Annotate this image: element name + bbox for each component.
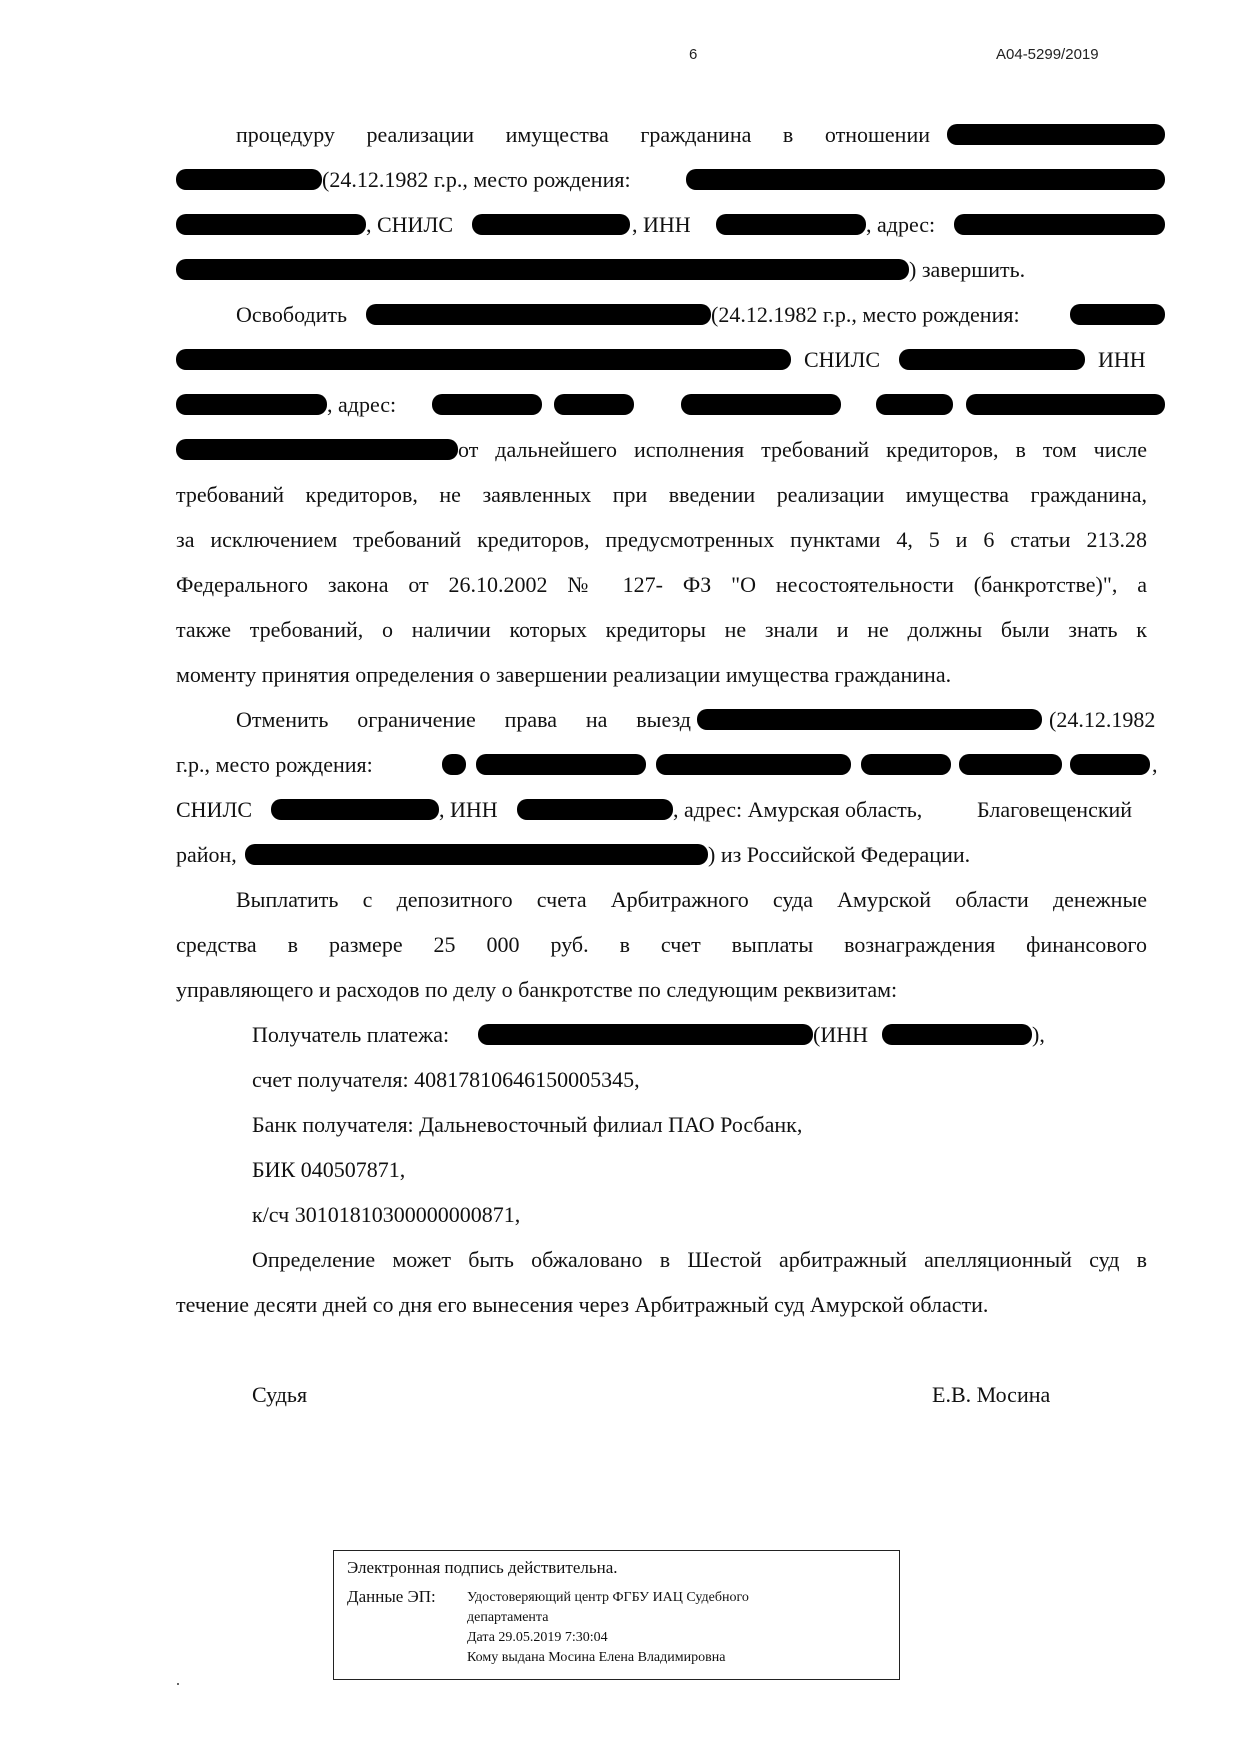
p3-line1-text: Отменить ограничение права на выезд [236, 707, 691, 732]
redaction-bar [442, 754, 466, 775]
esign-issuer: Удостоверяющий центр ФГБУ ИАЦ Судебного [467, 1590, 749, 1605]
p1-line1 [176, 118, 1147, 152]
p3-line3-snils: СНИЛС [176, 797, 253, 822]
p4-line2: средства в размере 25 000 руб. в счет выплаты вознаграждения финансового [176, 932, 1147, 957]
p2-line3 [176, 388, 1147, 422]
esign-issuer-cont: департамента [467, 1610, 549, 1625]
p3-line2-end: , [1152, 752, 1158, 777]
p2-line6: за исключением требований кредиторов, предусмотренных пунктами 4, 5 и 6 статьи 213.28 [176, 527, 1147, 552]
redaction-bar [954, 214, 1165, 235]
esign-label: Данные ЭП: [347, 1587, 436, 1606]
p2-line2-inn: ИНН [1098, 347, 1146, 372]
redaction-bar [1070, 304, 1165, 325]
redaction-bar [176, 214, 366, 235]
redaction-bar [176, 349, 791, 370]
redaction-bar [861, 754, 951, 775]
p1-line1-text: процедуру реализации имущества гражданина в отношении [236, 122, 930, 147]
redaction-bar [1070, 754, 1150, 775]
p1-line3-address: , адрес: [866, 212, 936, 237]
redaction-bar [656, 754, 851, 775]
redaction-bar [697, 709, 1042, 730]
p1-line2 [176, 163, 1147, 197]
p3-line3 [176, 793, 1147, 827]
payment-account: счет получателя: 40817810646150005345, [252, 1067, 640, 1092]
appeal-line1: Определение может быть обжаловано в Шестой арбитражный апелляционный суд в [252, 1247, 1147, 1272]
p2-line3-address: , адрес: [327, 392, 397, 417]
page-number: 6 [689, 46, 698, 63]
case-number: А04-5299/2019 [996, 46, 1099, 63]
redaction-bar [882, 1024, 1032, 1045]
p1-line3 [176, 208, 1147, 242]
p2-line1-text: (24.12.1982 г.р., место рождения: [711, 302, 1020, 327]
p1-line2-text: (24.12.1982 г.р., место рождения: [322, 167, 631, 192]
p2-line1-start: Освободить [236, 302, 348, 327]
redaction-bar [245, 844, 708, 865]
p2-line2 [176, 343, 1147, 377]
stray-dot [177, 1683, 179, 1685]
p2-line1 [176, 298, 1147, 332]
p4-line1: Выплатить с депозитного счета Арбитражного суда Амурской области денежные [236, 887, 1147, 912]
p3-line1-end: (24.12.1982 [1049, 707, 1156, 732]
payment-inn-label: (ИНН [813, 1022, 868, 1047]
payment-bik: БИК 040507871, [252, 1157, 406, 1182]
redaction-bar [176, 169, 322, 190]
esign-valid: Электронная подпись действительна. [347, 1558, 618, 1577]
p2-line9: моменту принятия определения о завершении реализации имущества гражданина. [176, 662, 952, 687]
redaction-bar [472, 214, 630, 235]
p1-line3-inn: , ИНН [632, 212, 691, 237]
payment-recipient-line [176, 1018, 1147, 1052]
redaction-bar [876, 394, 953, 415]
esign-owner: Кому выдана Мосина Елена Владимировна [467, 1650, 726, 1665]
p3-line1 [176, 703, 1156, 737]
p1-line4 [176, 253, 1147, 287]
redaction-bar [681, 394, 841, 415]
redaction-bar [947, 124, 1165, 145]
appeal-line2: течение десяти дней со дня его вынесения через Арбитражный суд Амурской области. [176, 1292, 989, 1317]
judge-name: Е.В. Мосина [932, 1382, 1051, 1407]
redaction-bar [554, 394, 634, 415]
p1-line3-snils: , СНИЛС [366, 212, 454, 237]
judge-role: Судья [252, 1382, 308, 1407]
redaction-bar [686, 169, 1165, 190]
redaction-bar [432, 394, 542, 415]
redaction-bar [716, 214, 866, 235]
p2-line4 [176, 433, 1147, 467]
redaction-bar [176, 259, 909, 280]
p1-line4-text: ) завершить. [909, 257, 1026, 282]
payment-bank: Банк получателя: Дальневосточный филиал ПАО Росбанк, [252, 1112, 803, 1137]
redaction-bar [959, 754, 1062, 775]
p3-line3-end: Благовещенский [977, 797, 1133, 822]
payment-corr-account: к/сч 30101810300000000871, [252, 1202, 521, 1227]
p2-line2-snils: СНИЛС [804, 347, 881, 372]
payment-inn-close: ), [1032, 1022, 1045, 1047]
p4-line3: управляющего и расходов по делу о банкротстве по следующим реквизитам: [176, 977, 898, 1002]
redaction-bar [476, 754, 646, 775]
redaction-bar [366, 304, 711, 325]
p3-line4-end: ) из Российской Федерации. [708, 842, 971, 867]
esign-box [333, 1550, 900, 1680]
p3-line4 [176, 838, 1147, 872]
redaction-bar [176, 439, 458, 460]
payment-recipient-label: Получатель платежа: [252, 1022, 450, 1047]
redaction-bar [899, 349, 1085, 370]
redaction-bar [176, 394, 327, 415]
p2-line8: также требований, о наличии которых кредиторы не знали и не должны были знать к [176, 617, 1147, 642]
redaction-bar [517, 799, 673, 820]
redaction-bar [478, 1024, 813, 1045]
p3-line2-text: г.р., место рождения: [176, 752, 373, 777]
redaction-bar [271, 799, 439, 820]
p3-line3-inn: , ИНН [439, 797, 498, 822]
redaction-bar [966, 394, 1165, 415]
p2-line4-text: от дальнейшего исполнения требований кредиторов, в том числе [458, 437, 1147, 462]
p3-line4-start: район, [176, 842, 237, 867]
p3-line3-address: , адрес: Амурская область, [673, 797, 923, 822]
esign-date: Дата 29.05.2019 7:30:04 [467, 1630, 608, 1645]
p2-line7: Федерального закона от 26.10.2002 № 127- ФЗ "О несостоятельности (банкротстве)", а [176, 572, 1147, 597]
p2-line5: требований кредиторов, не заявленных при введении реализации имущества гражданина, [176, 482, 1147, 507]
p3-line2 [176, 748, 1158, 782]
